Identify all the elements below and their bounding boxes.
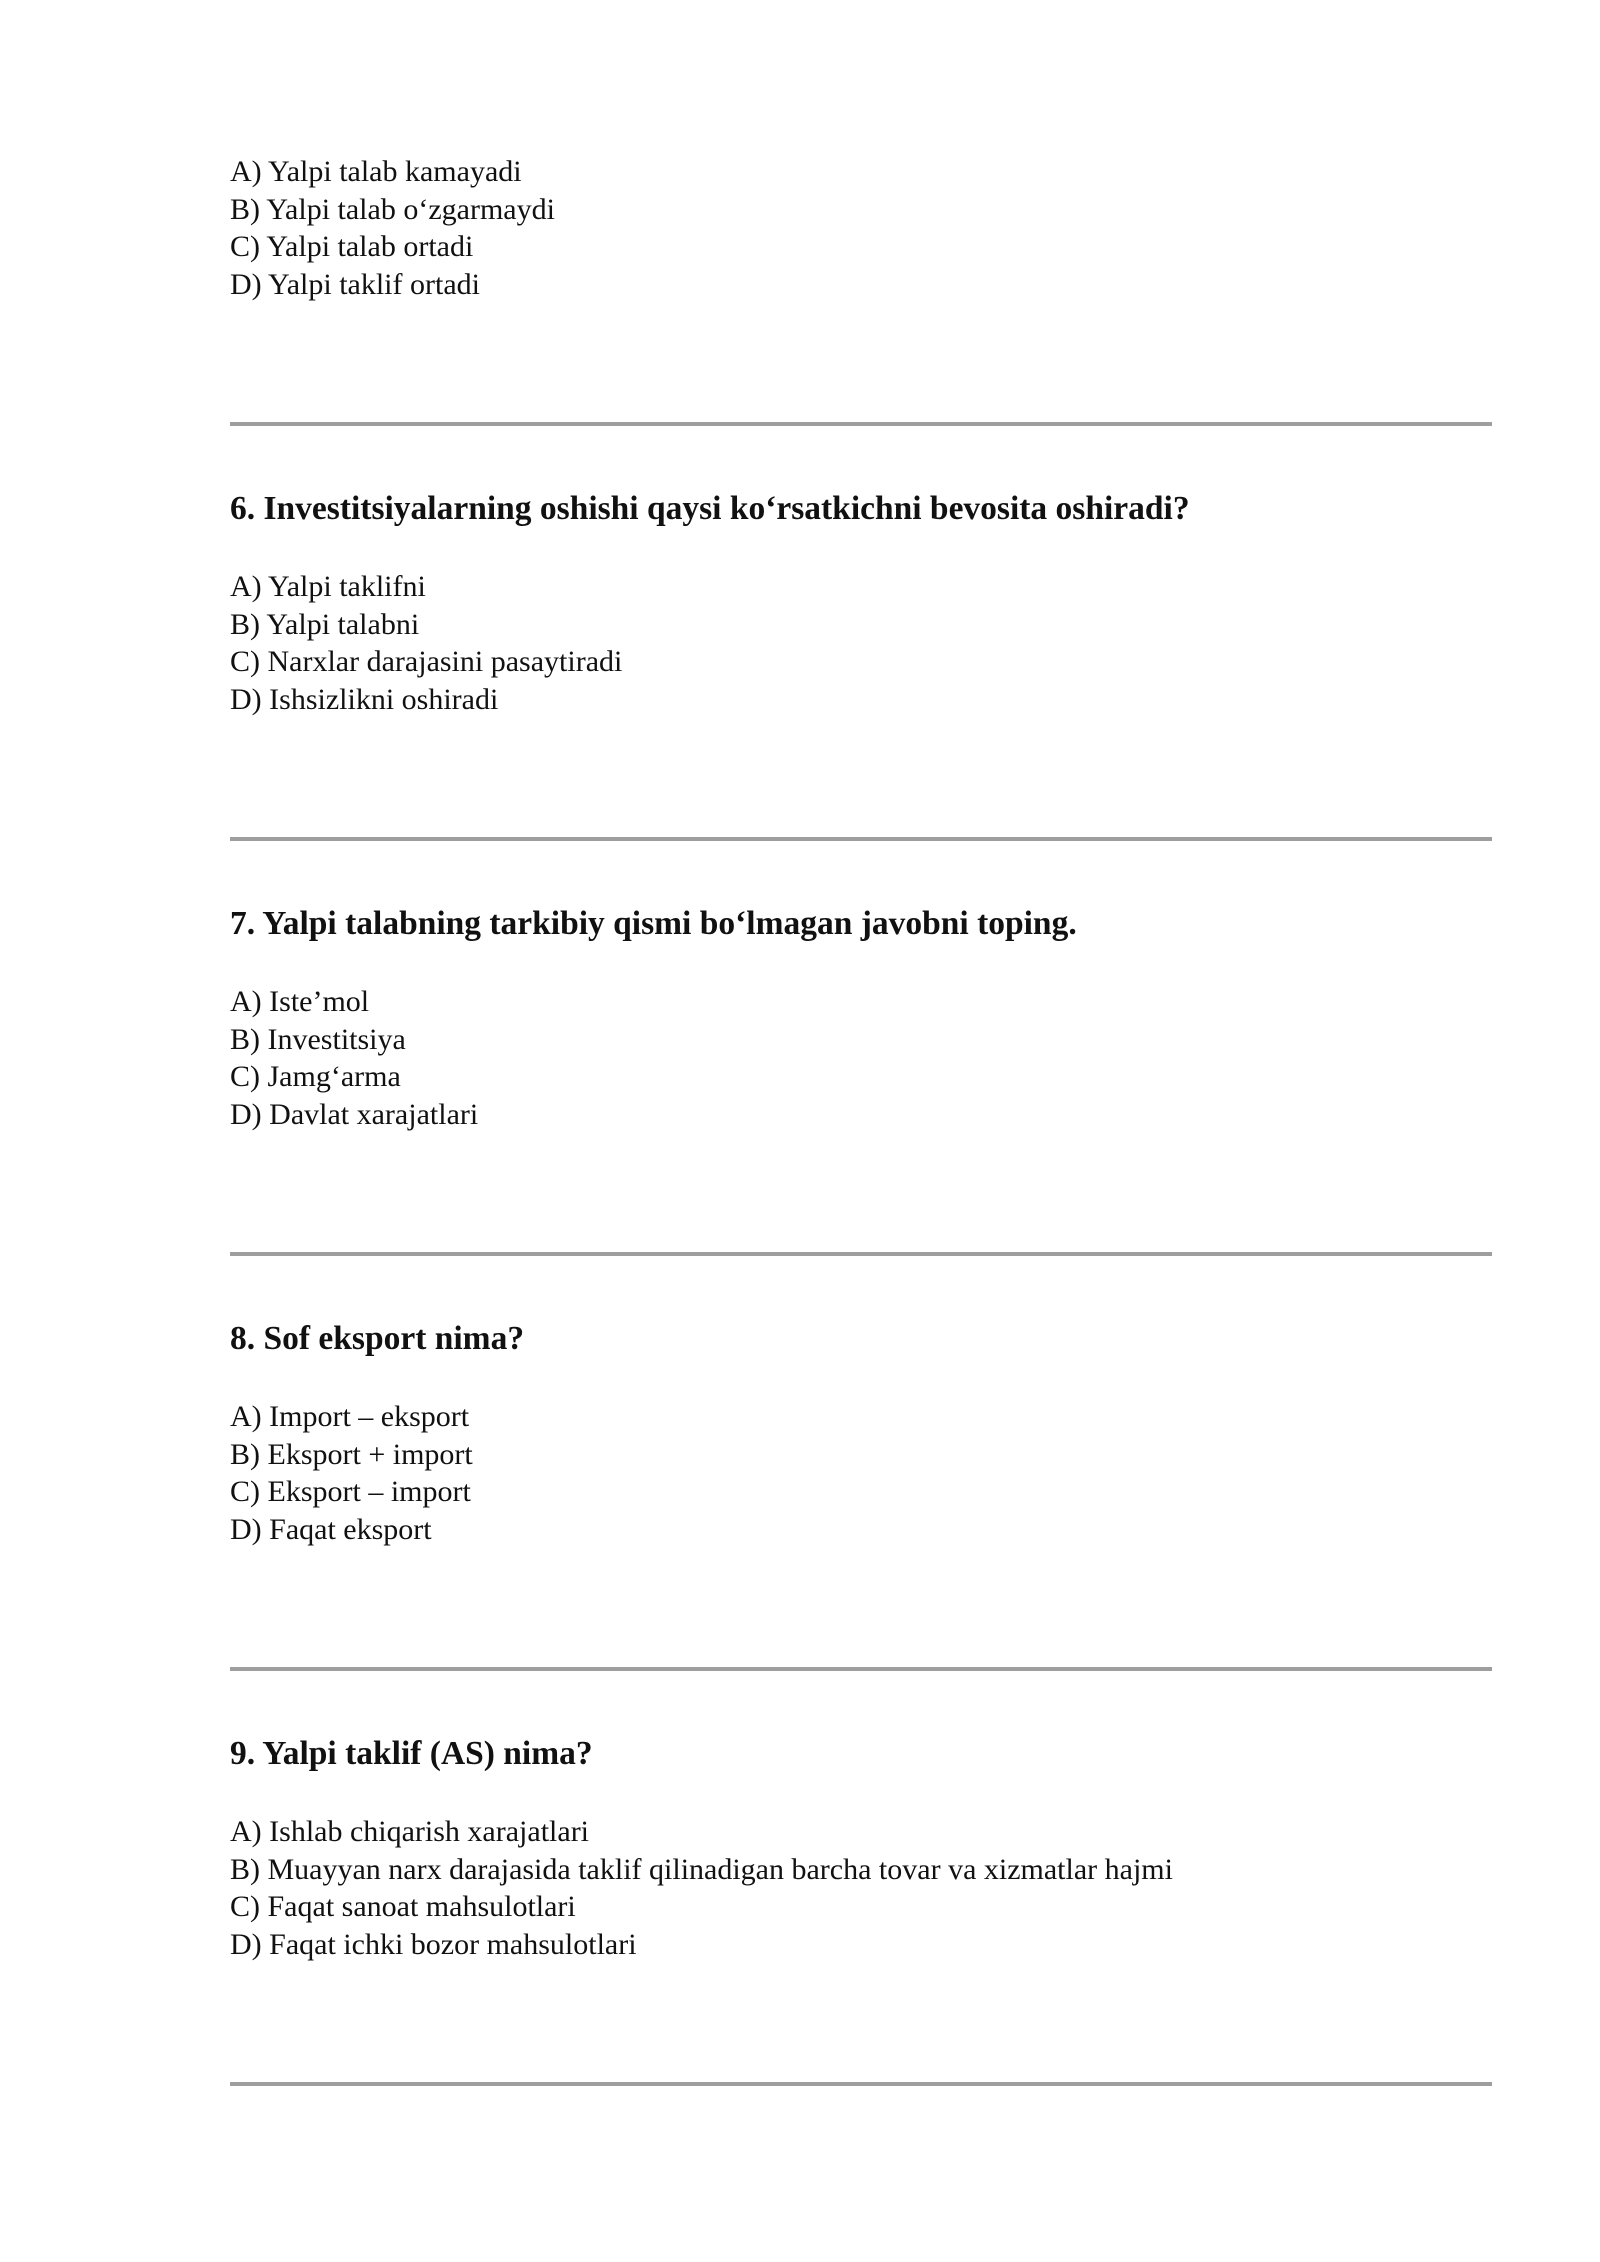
option-c: C) Narxlar darajasini pasaytiradi	[230, 645, 623, 678]
option-c: C) Jamg‘arma	[230, 1060, 401, 1093]
question-8-options	[230, 1398, 1492, 1548]
option-b: B) Yalpi talabni	[230, 607, 420, 641]
question-9-title: 9. Yalpi taklif (AS) nima?	[230, 1735, 593, 1772]
option-d: D) Faqat ichki bozor mahsulotlari	[230, 1927, 637, 1961]
option-b: B) Muayyan narx darajasida taklif qilinadigan barcha tovar va xizmatlar hajmi	[230, 1852, 1173, 1886]
option-a: A) Ishlab chiqarish xarajatlari	[230, 1815, 590, 1848]
question-7-options	[230, 983, 1492, 1133]
option-b: B) Yalpi talab o‘zgarmaydi	[230, 192, 555, 226]
question-8-title: 8. Sof eksport nima?	[230, 1320, 525, 1357]
divider	[230, 2082, 1492, 2086]
divider	[230, 1667, 1492, 1671]
option-d: D) Davlat xarajatlari	[230, 1097, 479, 1131]
option-b: B) Investitsiya	[230, 1022, 406, 1056]
option-d: D) Faqat eksport	[230, 1512, 432, 1546]
question-6-title: 6. Investitsiyalarning oshishi qaysi ko‘rsatkichni bevosita oshiradi?	[230, 490, 1190, 527]
option-a: A) Import – eksport	[230, 1400, 470, 1433]
divider	[230, 422, 1492, 426]
option-c: C) Faqat sanoat mahsulotlari	[230, 1890, 576, 1923]
question-6-options	[230, 568, 1492, 718]
question-7-title: 7. Yalpi talabning tarkibiy qismi bo‘lmagan javobni toping.	[230, 905, 1077, 942]
option-a: A) Yalpi taklifni	[230, 570, 426, 603]
question-9-options	[230, 1813, 1492, 1963]
option-d: D) Ishsizlikni oshiradi	[230, 682, 499, 716]
divider	[230, 1252, 1492, 1256]
divider	[230, 837, 1492, 841]
option-c: C) Yalpi talab ortadi	[230, 230, 474, 263]
option-a: A) Iste’mol	[230, 985, 370, 1018]
option-d: D) Yalpi taklif ortadi	[230, 267, 480, 301]
previous-question-options	[230, 153, 1492, 303]
option-c: C) Eksport – import	[230, 1475, 471, 1508]
option-a: A) Yalpi talab kamayadi	[230, 155, 522, 188]
option-b: B) Eksport + import	[230, 1437, 473, 1471]
